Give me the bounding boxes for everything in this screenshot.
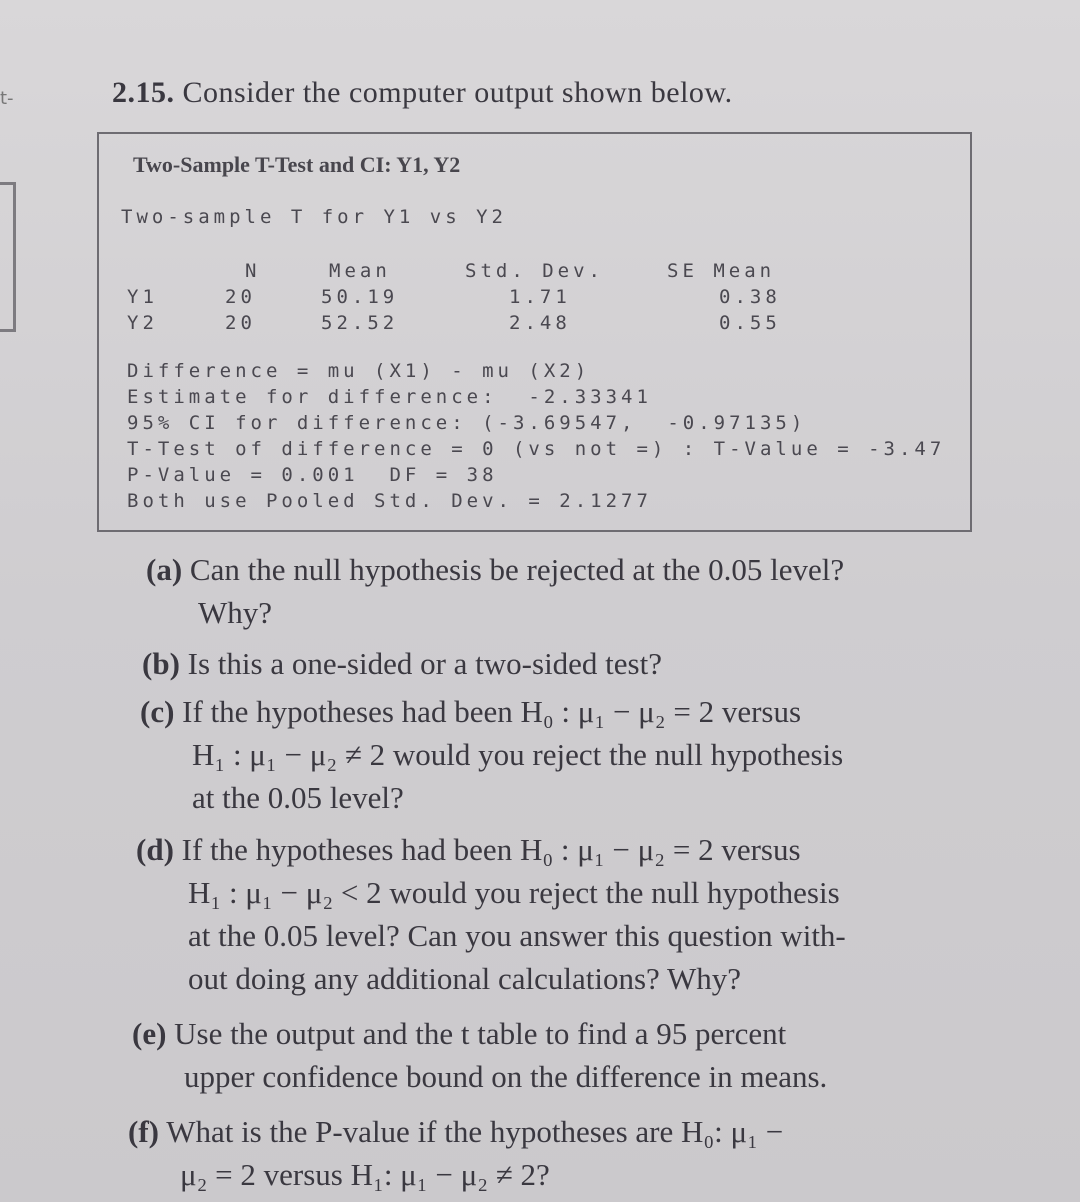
- question-line: If the hypotheses had been H₀ : μ₁ − μ₂ = 2 versus: [182, 694, 802, 729]
- header-n: N: [245, 260, 261, 282]
- question-line: If the hypotheses had been H₀ : μ₁ − μ₂ = 2 versus: [181, 832, 801, 867]
- cell-se: 0.55: [719, 312, 781, 334]
- problem-heading: [112, 76, 733, 110]
- question-line: upper confidence bound on the difference in means.: [184, 1059, 828, 1094]
- question-line: Is this a one-sided or a two-sided test?: [187, 646, 662, 681]
- output-subtitle: Two-sample T for Y1 vs Y2: [121, 206, 507, 228]
- problem-number: 2.15.: [112, 76, 175, 109]
- output-line-ttest: T-Test of difference = 0 (vs not =) : T-Value = -3.47: [127, 438, 946, 460]
- cell-mean: 52.52: [321, 312, 399, 334]
- question-d: [136, 828, 846, 1000]
- output-line-pvalue: P-Value = 0.001 DF = 38: [127, 464, 498, 486]
- question-line: Why?: [198, 595, 273, 630]
- question-label: (d): [136, 832, 174, 867]
- problem-text: Consider the computer output shown below.: [182, 76, 733, 109]
- question-line: out doing any additional calculations? Why?: [188, 961, 741, 996]
- question-line: H₁ : μ₁ − μ₂ ≠ 2 would you reject the null hypothesis: [192, 737, 844, 772]
- question-b: [142, 642, 662, 685]
- cell-sd: 1.71: [509, 286, 571, 308]
- question-label: (f): [128, 1114, 159, 1149]
- question-label: (e): [132, 1016, 167, 1051]
- question-line: H₁ : μ₁ − μ₂ < 2 would you reject the null hypothesis: [188, 875, 840, 910]
- cell-sd: 2.48: [509, 312, 571, 334]
- question-line: What is the P-value if the hypotheses are H₀: μ₁ −: [166, 1114, 784, 1149]
- cell-mean: 50.19: [321, 286, 399, 308]
- cell-n: 20: [225, 286, 256, 308]
- question-c: [140, 690, 843, 819]
- question-label: (c): [140, 694, 175, 729]
- question-a: [146, 548, 844, 634]
- question-line: at the 0.05 level?: [192, 780, 404, 815]
- output-line-ci: 95% CI for difference: (-3.69547, -0.97135): [127, 412, 807, 434]
- cell-se: 0.38: [719, 286, 781, 308]
- question-line: Can the null hypothesis be rejected at the 0.05 level?: [189, 552, 845, 587]
- question-label: (a): [146, 552, 183, 587]
- adjacent-page-bracket: [0, 182, 16, 332]
- header-se: SE Mean: [667, 260, 776, 282]
- question-f: [128, 1110, 783, 1196]
- output-line-difference: Difference = mu (X1) - mu (X2): [127, 360, 591, 382]
- output-line-pooled: Both use Pooled Std. Dev. = 2.1277: [127, 490, 652, 512]
- row-label: Y2: [127, 312, 158, 334]
- header-sd: Std. Dev.: [465, 260, 604, 282]
- computer-output-box: [97, 132, 972, 532]
- question-line: at the 0.05 level? Can you answer this question with-: [188, 918, 846, 953]
- output-title: Two-Sample T-Test and CI: Y1, Y2: [133, 152, 461, 177]
- question-line: Use the output and the t table to find a 95 percent: [174, 1016, 787, 1051]
- question-label: (b): [142, 646, 180, 681]
- question-e: [132, 1012, 827, 1098]
- question-line: μ₂ = 2 versus H₁: μ₁ − μ₂ ≠ 2?: [180, 1157, 550, 1192]
- row-label: Y1: [127, 286, 158, 308]
- output-line-estimate: Estimate for difference: -2.33341: [127, 386, 652, 408]
- margin-mark: t-: [0, 88, 14, 109]
- header-mean: Mean: [329, 260, 391, 282]
- cell-n: 20: [225, 312, 256, 334]
